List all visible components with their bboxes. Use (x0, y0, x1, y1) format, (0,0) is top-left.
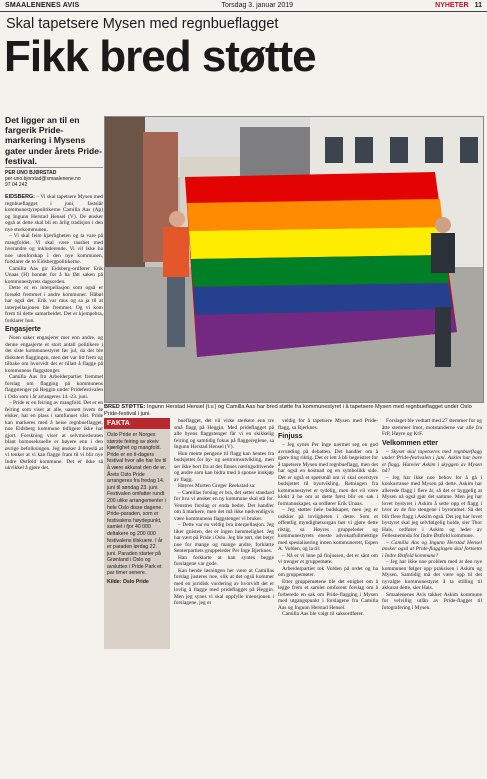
article-kicker: Skal tapetsere Mysen med regnbueflagget (6, 16, 279, 32)
paragraph (174, 568, 274, 607)
paragraph-text: – Vi skal tapetsere Mysen med regnbueflagget i juni, fastslår kommunestyrepolitikerne Camilla Aas (Ap) og Ingunn Herstad Hensel (V). De ønsker også at dette skal bli en årlig tradisjon i den nye storkommunen. (5, 194, 103, 233)
photo-caption (104, 404, 484, 418)
paragraph (382, 540, 482, 560)
byline-email: per-uno.bjorstad@smaalenene.no (5, 176, 81, 183)
paragraph-text: – Jeg synes Per Inge nærmet seg en god avrunding på debatten. Det handler om å gjøre ting riktig. Det er lett å bli begeistret for å tapetsere Mysen med regnbueflagg, men det har også en kostnad og en symbolikk side. Det er også et spørsmål om vi skal overstyre budsjettet til byutvikling. Retningen fra kommunestyret er tydelig, men det vil være klokt å be om at dette først blir en sak i formannskapet, sa ordfører Erik Unaas. (278, 442, 378, 507)
article-lead: Det ligger an til en fargerik Pride-markering i Mysens gater under årets Pride-festival. (5, 115, 102, 166)
fact-box-source: Kilde: Oslo Pride (107, 579, 149, 586)
paragraph (5, 266, 103, 286)
paragraph-text: bueflagget, det vil virke sterkere enn tre små flagg på Heggin. Med prideflagget på alle byens flaggstenger får vi en skikkelig feiring og samtidig fokus på flaggereglene, sa Ingunn Herstad Hensel (V). (174, 418, 274, 450)
paragraph-text: Smaalenenes Avis takker Askim kommune for velvillig utlån av Pride-flagget til fotografering i Mysen. (382, 591, 482, 611)
paragraph-text: Arbeiderpartiet tok Volden på ordet og ba om gruppemøter. (278, 565, 378, 578)
page-number: 11 (474, 2, 482, 9)
caption-text: Ingunn Herstad Hensel (t.v.) og Camilla Aas har bred støtte fra kommunestyret i å tapetsere Mysen med regnbueflagget under Oslo Pride-festival i juni. (104, 404, 472, 417)
paragraph (5, 285, 103, 324)
paragraph (174, 490, 274, 523)
byline (5, 167, 103, 189)
article-headline: Fikk bred støtte (4, 32, 316, 81)
paragraph-text: – Dette var en veldig bra interpellasjon. Jeg liker gnisten, det er ingen hemmelighet. Jeg har vært på Pride i Oslo. Jeg ble rørt, det betyr noe for mange og mange andre, forklarte Senterpartiets gruppeleder Per Inge Bjerknes. (174, 522, 274, 554)
paragraph-text: – Jeg støtter hele budskapet, men jeg er usikker på lovligheten i dette. Som et offentlig myndighetsorgan bør vi gjøre dette riktig, sa Høyres gruppeleder og kommunestyrets eneste advokatfullmektige med spesialisering innen kommunerett, Espen A. Volden, og la til: (278, 507, 378, 552)
byline-name: PER UNO BJØRSTAD (5, 170, 57, 176)
paragraph-text: Camilla Aas ble valgt til saksordfører. (282, 611, 364, 617)
paragraph (382, 559, 482, 592)
paragraph (5, 233, 103, 266)
paragraph (5, 194, 103, 233)
paragraph-text: Dette er en interpellasjon som også er forsøkt fremmet i andre kommuner. Håbøl har også det. Erik var raus og sa ja til at interpellasjonen ble fremmet. Og vi kom frem til dette samarbeidet. Det er kjempebra, forklarer hun. (5, 285, 103, 324)
section-label: NYHETER (435, 2, 469, 9)
paragraph (278, 611, 378, 618)
paragraph-text: Han forklarte at han syntes begge forslagene var gode. (174, 554, 274, 567)
byline-phone: 97 04 242 (5, 182, 28, 189)
paragraph-text: – Nå er vi inne på finjussen, det er sånt om vi trenger et gruppemøte. (278, 552, 378, 565)
page-header (0, 0, 487, 12)
paragraph (5, 374, 103, 400)
paragraph (278, 566, 378, 579)
paragraph-text: – Jeg har ikke noe behov for å gå i konkurranse med Mysen på dette. Askim har allerede flagg i flere år, så det er hyggelig at Mysen nå også gjør det samme. Men jeg har lovet bystyret i Askim å sette opp et flagg i hver av de fire stengene i byrommet. Så det blir flere flagg i Askim også. Det jeg har lovet bystyret skal jeg selvfølgelig holde, sier Thor Hals, ordfører i Askim og leder av Fellesnemnda for Indre Østfold kommune. (382, 474, 482, 539)
fact-box-text: Oslo Pride er Norges største feiring av skeiv kjærlighet og mangfold. Pride er en ti-dagers festival hvor alle har lov til å være akkurat den de er. Årets Oslo Pride arrangeres fra fredag 14. juni til søndag 23. juni. Festivalen omfatter rundt 200 ulike arrangementer i hele Oslo disse dagene. Pride-paraden, som er festivalens høydepunkt, samlet i fjor 40 000 deltakere og 200 000 festivalens tilskuere. I år er paraden lørdag 22. juni. Paraden starter på Grønland i Oslo og avsluttes i Pride Park et par timer senere. (107, 432, 167, 577)
paragraph-text: Etter gruppemøtene ble det enighet om å legge frem et samlet omforent forslag om å forberede en sak om Pride-flagging i Mysen med utgangspunkt i forslagene fra Camilla Aas og Ingunn Herstad Hensel. (278, 578, 378, 611)
paragraph-text: – Skyset skal tapetseres med regnbueflagg under Pride-festivalen i juni. Askim har bare et flagg. Hanvier Askim i skyggen av Mysen nå? (382, 448, 482, 474)
caption-label: BRED STØTTE: (104, 404, 146, 410)
paragraph-text: – Vi skal feire kjærligheten og ta vare på mangfoldet. Vi skal være raushet med hverandre og inkluderende. Vi vil ikke ha noe utenforskap i den nye kommunen, forklarer de to Eidsbergpolitikerne. (5, 233, 103, 265)
paragraph-text: Camilla Aas fra Arbeiderpartiet fremmet forslag om flagging på kommunens flaggstenger på Heggin under Pridefestivalen i Oslo som i år arrangeres 14.-23. juni. (5, 374, 103, 400)
paragraph (174, 418, 274, 451)
paragraph (278, 553, 378, 566)
paragraph-text: Noen saker engasjerer mer enn andre, og denne engasjerte et stort antall politikere i det siste kommunestyret før jul, da det ble diskutert flaggingen, men det var litt frem og tilbake om hvorvidt det er tillatt å flagge på kommunens flaggstenger. (5, 335, 103, 374)
paragraph (174, 522, 274, 555)
article-photo (104, 116, 484, 403)
paragraph-text: Camilla Aas gir Eidsberg-ordfører Erik Unaas (H) honnør for å ha fått saken på kommunestyrets dagsorden. (5, 265, 103, 285)
rainbow-flag-photo (105, 117, 484, 403)
fact-box (104, 418, 170, 649)
paragraph (5, 400, 103, 472)
text-column-5 (382, 418, 482, 774)
paragraph (278, 442, 378, 507)
paragraph (278, 579, 378, 612)
paragraph-text: – Camillas forslag er bra, det setter standard for hva vi ønsker en ny kommune skal stå for. Venstres forslag er enda bedre. Det handler om å markere, men det må ikke nødvendigvis være kommunens flaggstenger vi bruker. (174, 489, 274, 522)
newspaper-name: SMAALENENES AVIS (5, 2, 80, 9)
text-column-3 (174, 418, 274, 774)
paragraph-text: Kan hende løsningen her være at Camillas forslag justeres noe, slik at det også kommer med en juridisk vurdering av hvorvidt det er lovlig å flagge med prideflagget på Heggin. Men jeg synes vi skal oppfylle intensjonen i forslagene, jeg er (174, 567, 274, 606)
subheading: Engasjerte (5, 326, 41, 333)
text-column-4 (278, 418, 378, 774)
subheading: Finjuss (278, 433, 303, 440)
subheading: Velkommen etter (382, 439, 439, 447)
paragraph (382, 475, 482, 540)
paragraph-text: – Pride er en feiring av mangfold. Det er en feiring som viser at alle, uansett hvem de elsker, har en plass i samfunnet vårt. Pride kan markeres med å heise regnbueflagget, noe Eidsberg kommune tidligere ikke har gjort. Forskning viser at selvmordsraten blant homoseksuelle er høyere enn i den øvrige befolkningen. Jeg ønsker å foreslå at vi tenker at vi kan flagge fram til vi blir nye Indre Østfold kommune. Det er ikke så ukvikkel å gjøre det. (5, 400, 103, 471)
paragraph-text: Høyres Morten Greger Reekstad sa: (178, 483, 256, 489)
paragraph (174, 451, 274, 484)
paragraph (382, 592, 482, 612)
paragraph (382, 449, 482, 475)
text-column-1 (5, 194, 103, 774)
paragraph (278, 507, 378, 553)
fact-box-title: FAKTA (104, 418, 170, 429)
paragraph-text: – Jeg har ikke noe problem med at den nye kommunen følger opp praksisen i Askim og Mysen. Samtidig må det være opp til det nyvalgte kommunestyret å ta stilling til akkurat dette, sier Hals. (382, 559, 482, 591)
dateline-place: EIDSBERG: (5, 194, 35, 200)
paragraph-text: Hun mente pengene til flagg kan hentes fra budsjettet for by- og sentrumsutvikling, men ser ikke bort fra at det finnes næringsdrivende og andre som kan bidra med å sponse innkjøp av flagg. (174, 450, 274, 483)
paragraph-text: Forslaget ble vedtatt med 27 stemmer for og åtte stemmer imot, motstanderne var alle fra FrP, Høyre og KrF. (382, 418, 482, 437)
paragraph (5, 335, 103, 374)
paragraph (382, 418, 482, 438)
issue-date: Torsdag 3. januar 2019 (221, 2, 294, 9)
header-right (435, 2, 482, 9)
paragraph-text: veldig for å tapetsere Mysen med Pride-flagg, sa Bjerknes. (278, 418, 378, 431)
paragraph-text: – Camilla Aas og Ingunn Herstad Hensel ønsker også at Pride-flaggingen skal fortsette i Indre Østfold kommune? (382, 539, 482, 559)
paragraph (174, 555, 274, 568)
paragraph (278, 418, 378, 431)
